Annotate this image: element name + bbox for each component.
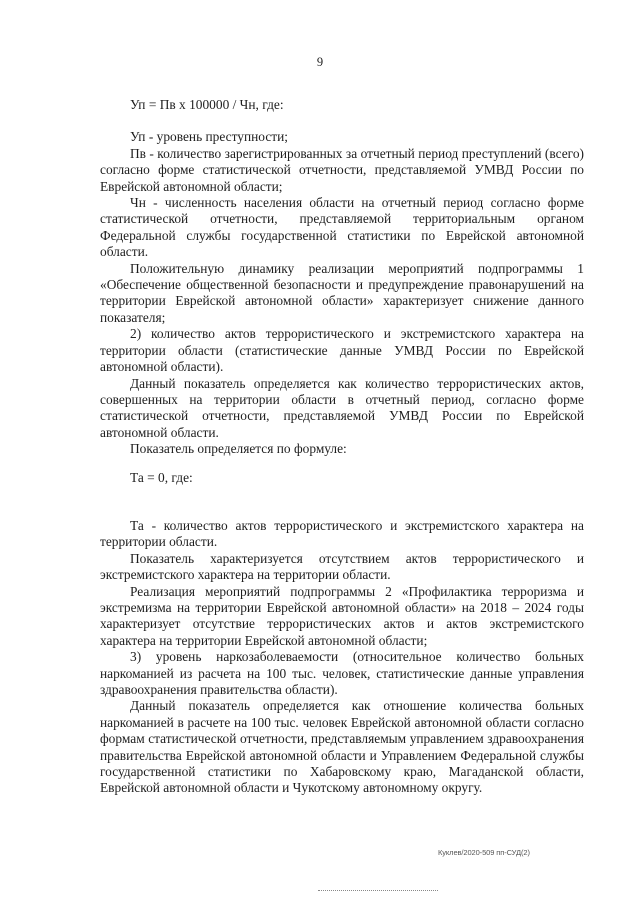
paragraph-formula-intro: Показатель определяется по формуле: bbox=[130, 441, 347, 457]
paragraph-subprogram-2: Реализация мероприятий подпрограммы 2 «Профилактика терроризма и экстремизма на территории Еврейской автономной области» на 2018 – 2024 годы характеризует отсутствие террористических актов и актов экстремистского характера на территории Еврейской автономной области; bbox=[100, 583, 584, 648]
indicator-3-drug-addiction: 3) уровень наркозаболеваемости (относительное количество больных наркоманией из расчета на 100 тыс. человек, статистические данные управления здравоохранения правительства области). bbox=[100, 649, 584, 697]
spacer bbox=[100, 113, 584, 129]
paragraph-dynamics-subprogram-1: Положительную динамику реализации мероприятий подпрограммы 1 «Обеспечение общественной безопасности и предупреждение правонарушений на территории Еврейской автономной области» характеризует снижение данного показателя; bbox=[100, 260, 584, 325]
spacer bbox=[100, 486, 584, 518]
spacer bbox=[100, 458, 584, 470]
definition-ta: Та - количество актов террористического и экстремистского характера на территории области. bbox=[100, 517, 584, 550]
paragraph-indicator-2-definition: Данный показатель определяется как количество террористических актов, совершенных на территории области в отчетный период, согласно форме статистической отчетности, представляемой УМВД России по Еврейской автономной области. bbox=[100, 375, 584, 440]
formula-crime-level: Уп = Пв х 100000 / Чн, где: bbox=[130, 97, 284, 112]
definition-pv: Пв - количество зарегистрированных за отчетный период преступлений (всего) согласно форме статистической отчетности, представляемой УМВД России по Еврейской автономной области; bbox=[100, 145, 584, 194]
paragraph-indicator-3-definition: Данный показатель определяется как отношение количества больных наркоманией в расчете на 100 тыс. человек Еврейской автономной области согласно формам статистической отчетности, представляемым управлением здравоохранения правительства Еврейской автономной области и Управлением Федеральной службы государственной статистики по Хабаровскому краю, Магаданской области, Еврейской автономной области и Чукотскому автономному округу. bbox=[100, 698, 584, 796]
definition-up: Уп - уровень преступности; bbox=[130, 129, 289, 145]
formula-ta: Та = 0, где: bbox=[130, 469, 193, 485]
document-body bbox=[100, 97, 584, 797]
bottom-divider bbox=[318, 890, 438, 891]
footer-document-code: Куклев/2020-509 пп-СУД(2) bbox=[438, 848, 530, 857]
indicator-2-terror-acts: 2) количество актов террористического и экстремистского характера на территории области (статистические данные УМВД России по Еврейской автономной области). bbox=[100, 326, 584, 375]
page-number: 9 bbox=[316, 55, 324, 69]
paragraph-indicator-characterized: Показатель характеризуется отсутствием актов террористического и экстремистского характера на территории области. bbox=[100, 550, 584, 583]
definition-chn: Чн - численность населения области на отчетный период согласно форме статистической отчетности, представляемой территориальным органом Федеральной службы государственной статистики по Еврейской автономной области. bbox=[100, 195, 584, 260]
